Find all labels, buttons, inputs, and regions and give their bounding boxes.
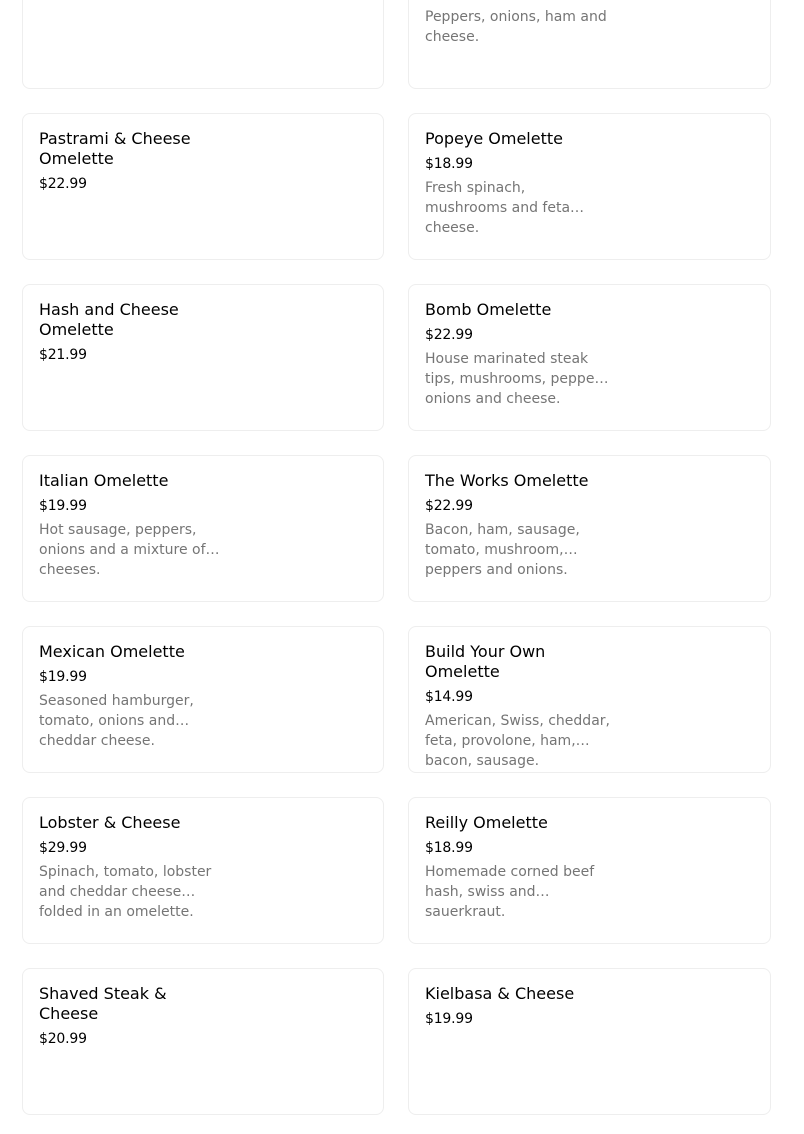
item-name: Reilly Omelette xyxy=(425,813,548,832)
menu-grid xyxy=(22,0,771,1115)
item-price: $21.99 xyxy=(39,347,87,363)
item-description: Homemade corned beef hash, swiss and sauerkraut. xyxy=(425,864,595,920)
menu-item-card[interactable] xyxy=(22,284,384,431)
item-description: House marinated steak tips, mushrooms, pepper onions and cheese. xyxy=(425,351,601,407)
menu-item-card[interactable] xyxy=(22,626,384,773)
item-name: Bomb Omelette xyxy=(425,300,552,319)
menu-item-card[interactable] xyxy=(408,113,771,260)
item-name: Popeye Omelette xyxy=(425,129,563,148)
item-name: Shaved Steak & Cheese xyxy=(39,984,167,1023)
item-price: $18.99 xyxy=(425,840,473,856)
item-name: Kielbasa & Cheese xyxy=(425,984,575,1003)
menu-item-card[interactable] xyxy=(22,113,384,260)
item-name: Build Your Own Omelette xyxy=(425,642,546,681)
item-description: Spinach, tomato, lobster and cheddar cheese folded in an omelette. xyxy=(39,864,212,920)
item-description: Peppers, onions, ham and cheese. xyxy=(425,9,607,45)
item-name: Pastrami & Cheese Omelette xyxy=(39,129,191,168)
item-price: $22.99 xyxy=(39,176,87,192)
menu-item-card[interactable] xyxy=(408,968,771,1115)
menu-item-card[interactable] xyxy=(408,626,771,773)
item-description: Hot sausage, peppers, onions and a mixture of cheeses. xyxy=(39,522,206,578)
item-price: $19.99 xyxy=(39,498,87,514)
menu-item-card[interactable] xyxy=(408,797,771,944)
item-price: $14.99 xyxy=(425,689,473,705)
item-price: $19.99 xyxy=(39,669,87,685)
menu-item-card[interactable] xyxy=(408,455,771,602)
item-price: $22.99 xyxy=(425,327,473,343)
item-description: Bacon, ham, sausage, tomato, mushroom, peppers and onions. xyxy=(425,522,580,578)
menu-item-card[interactable] xyxy=(22,455,384,602)
item-name: Lobster & Cheese xyxy=(39,813,181,832)
item-name: The Works Omelette xyxy=(425,471,589,490)
item-price: $20.99 xyxy=(39,1031,87,1047)
item-description: Seasoned hamburger, tomato, onions and cheddar cheese. xyxy=(39,693,194,749)
item-price xyxy=(425,0,754,3)
menu-item-card[interactable] xyxy=(22,968,384,1115)
item-name: Hash and Cheese Omelette xyxy=(39,300,179,339)
item-price: $22.99 xyxy=(425,498,473,514)
item-description: Fresh spinach, mushrooms and feta cheese. xyxy=(425,180,571,236)
item-price xyxy=(39,0,367,3)
item-name: Italian Omelette xyxy=(39,471,169,490)
menu-item-card[interactable] xyxy=(408,284,771,431)
item-price: $29.99 xyxy=(39,840,87,856)
item-description: American, Swiss, cheddar, feta, provolone, ham, bacon, sausage. xyxy=(425,713,610,769)
menu-item-card[interactable] xyxy=(22,797,384,944)
menu-item-card[interactable] xyxy=(408,0,771,89)
menu-item-card[interactable] xyxy=(22,0,384,89)
item-price: $18.99 xyxy=(425,156,473,172)
item-name: Mexican Omelette xyxy=(39,642,185,661)
item-price: $19.99 xyxy=(425,1011,473,1027)
